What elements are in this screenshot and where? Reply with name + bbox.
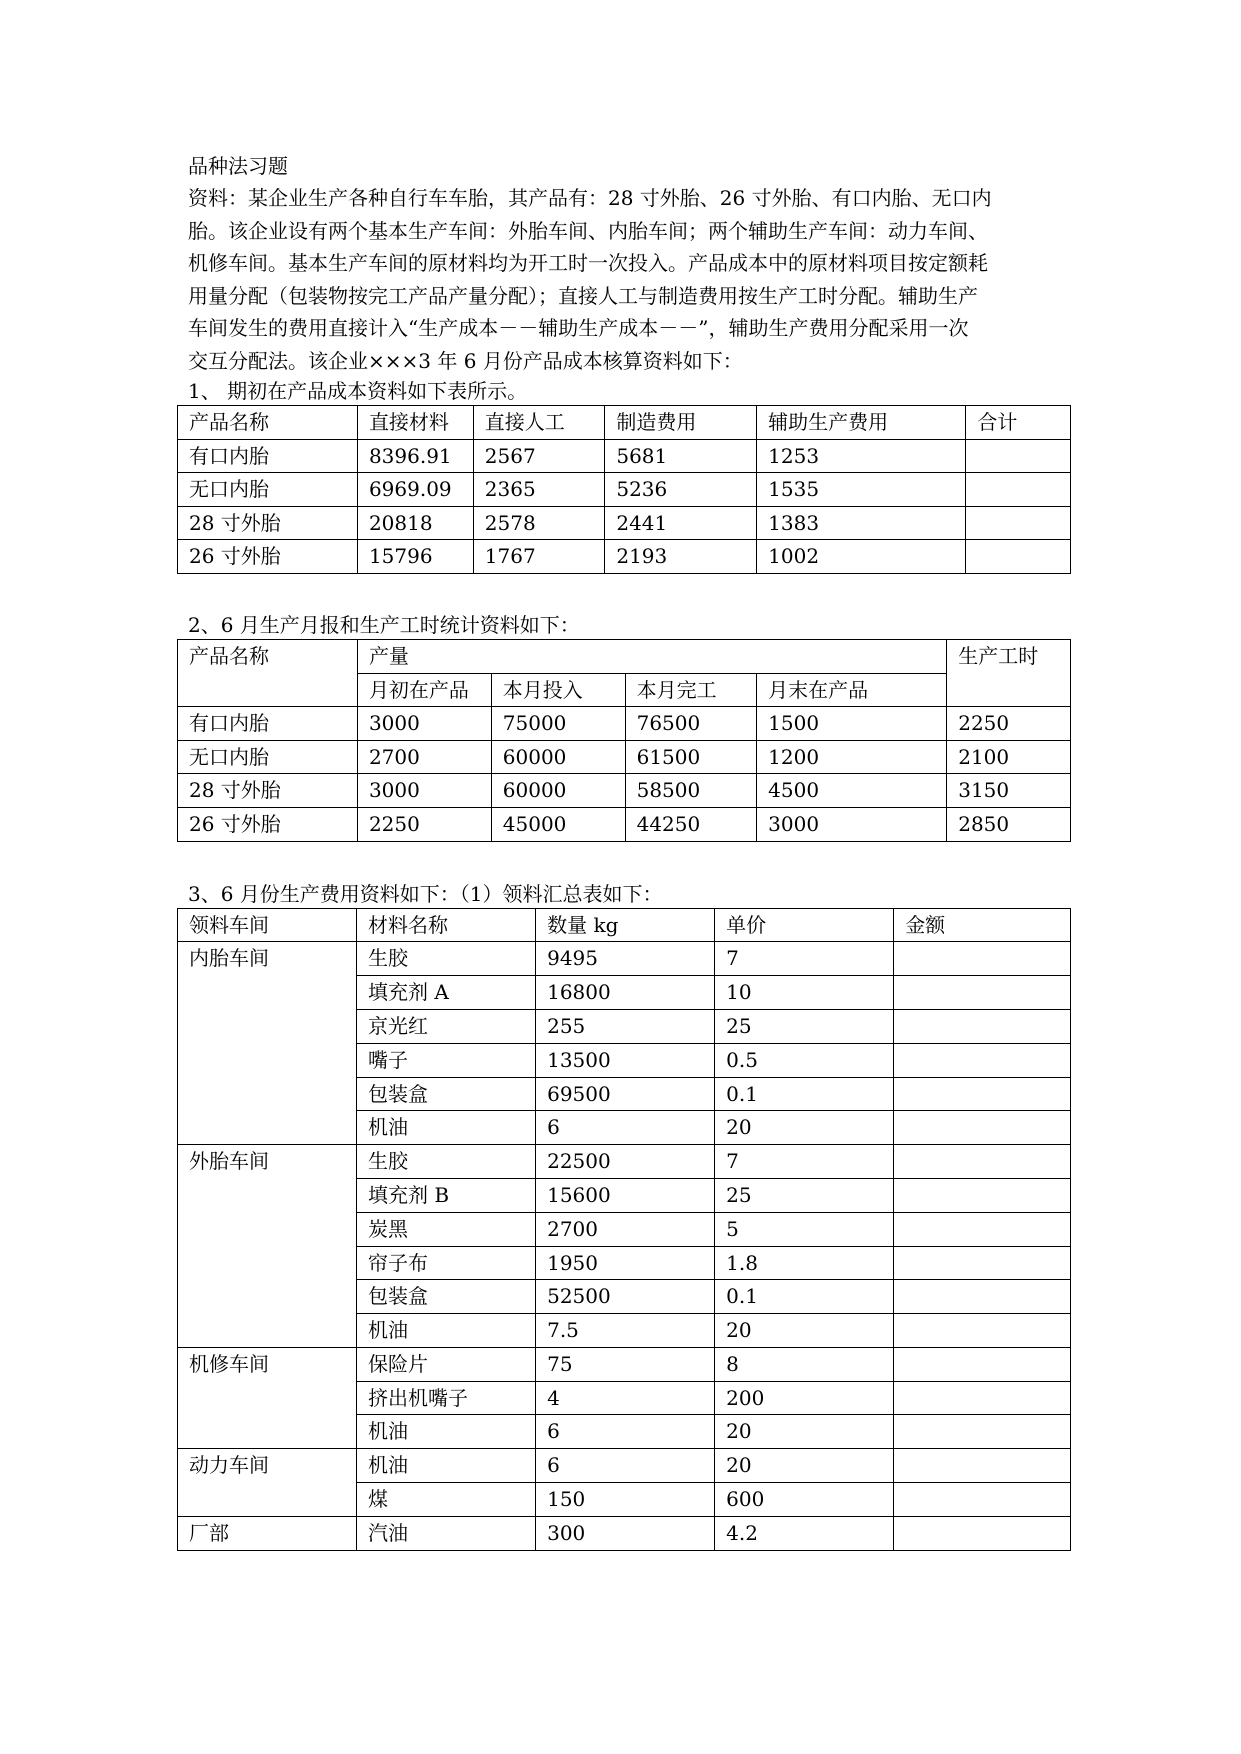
table-cell: 6 <box>536 1449 715 1483</box>
table-cell: 600 <box>715 1483 894 1517</box>
table-cell: 2193 <box>605 540 757 574</box>
material-requisition-table <box>177 908 1071 1551</box>
amount-cell <box>894 1077 1071 1111</box>
table-cell: 2250 <box>357 807 491 841</box>
table-cell: 1383 <box>757 506 966 540</box>
header-cell: 产品名称 <box>178 639 358 706</box>
table-cell: 200 <box>715 1381 894 1415</box>
table-cell: 填充剂 A <box>357 976 536 1010</box>
table-cell: 69500 <box>536 1077 715 1111</box>
header-cell: 产量 <box>357 639 946 673</box>
table-cell: 0.1 <box>715 1280 894 1314</box>
table-row <box>178 473 1071 507</box>
table-cell: 7 <box>715 942 894 976</box>
table-cell: 26 寸外胎 <box>178 540 358 574</box>
table-cell: 1200 <box>757 740 947 774</box>
table-cell: 有口内胎 <box>178 707 358 741</box>
amount-cell <box>894 1347 1071 1381</box>
table-cell: 包装盒 <box>357 1077 536 1111</box>
table-cell: 5236 <box>605 473 757 507</box>
table-row <box>178 942 1071 976</box>
table-row <box>178 740 1071 774</box>
document-title: 品种法习题 <box>188 154 288 178</box>
table-cell: 28 寸外胎 <box>178 774 358 808</box>
table-cell: 61500 <box>625 740 757 774</box>
table-cell: 0.5 <box>715 1043 894 1077</box>
amount-cell <box>894 1043 1071 1077</box>
table-cell: 75000 <box>491 707 625 741</box>
table-cell: 无口内胎 <box>178 473 358 507</box>
intro-paragraph <box>188 182 1070 377</box>
table-cell: 60000 <box>491 774 625 808</box>
table-cell: 20818 <box>357 506 473 540</box>
workshop-cell: 内胎车间 <box>178 942 357 1145</box>
header-cell: 产品名称 <box>178 406 358 440</box>
table-cell: 8 <box>715 1347 894 1381</box>
table-cell: 1002 <box>757 540 966 574</box>
section2-caption: 2、6 月生产月报和生产工时统计资料如下： <box>188 612 580 637</box>
table-cell: 1950 <box>536 1246 715 1280</box>
table-row <box>178 1449 1071 1483</box>
table-cell: 煤 <box>357 1483 536 1517</box>
section3-caption: 3、6 月份生产费用资料如下：（1）领料汇总表如下： <box>188 881 663 906</box>
table-header-row <box>178 406 1071 440</box>
header-cell: 领料车间 <box>178 908 357 942</box>
table-cell: 2441 <box>605 506 757 540</box>
table-cell: 1253 <box>757 439 966 473</box>
amount-cell <box>894 1449 1071 1483</box>
table-cell: 1767 <box>473 540 605 574</box>
table-row <box>178 1145 1071 1179</box>
table-cell: 16800 <box>536 976 715 1010</box>
table-cell: 300 <box>536 1516 715 1550</box>
amount-cell <box>894 976 1071 1010</box>
amount-cell <box>894 1246 1071 1280</box>
table-cell: 58500 <box>625 774 757 808</box>
table-cell: 5681 <box>605 439 757 473</box>
header-cell: 本月完工 <box>625 673 757 707</box>
table-cell <box>966 439 1071 473</box>
table-row <box>178 1347 1071 1381</box>
table-row <box>178 774 1071 808</box>
table-cell: 45000 <box>491 807 625 841</box>
table-cell: 2850 <box>947 807 1071 841</box>
header-cell: 本月投入 <box>491 673 625 707</box>
header-cell: 生产工时 <box>947 639 1071 706</box>
table-cell: 4500 <box>757 774 947 808</box>
header-cell: 月末在产品 <box>757 673 947 707</box>
opening-wip-cost-table <box>177 405 1071 574</box>
header-cell: 直接人工 <box>473 406 605 440</box>
table-cell: 生胶 <box>357 942 536 976</box>
table-row <box>178 540 1071 574</box>
header-cell: 金额 <box>894 908 1071 942</box>
table-cell: 帘子布 <box>357 1246 536 1280</box>
amount-cell <box>894 1381 1071 1415</box>
table-cell <box>966 473 1071 507</box>
section1-caption: 1、 期初在产品成本资料如下表所示。 <box>188 379 528 403</box>
table-cell: 包装盒 <box>357 1280 536 1314</box>
table-cell: 0.1 <box>715 1077 894 1111</box>
table-row <box>178 707 1071 741</box>
table-cell: 机油 <box>357 1415 536 1449</box>
table-cell: 15600 <box>536 1178 715 1212</box>
table-cell: 22500 <box>536 1145 715 1179</box>
table-cell: 7.5 <box>536 1314 715 1348</box>
table-cell <box>966 506 1071 540</box>
table-cell: 20 <box>715 1449 894 1483</box>
table-cell: 1500 <box>757 707 947 741</box>
table-cell: 4.2 <box>715 1516 894 1550</box>
table-cell: 2250 <box>947 707 1071 741</box>
header-cell: 辅助生产费用 <box>757 406 966 440</box>
amount-cell <box>894 1111 1071 1145</box>
table-cell: 1.8 <box>715 1246 894 1280</box>
table-cell: 有口内胎 <box>178 439 358 473</box>
header-cell: 单价 <box>715 908 894 942</box>
intro-line: 车间发生的费用直接计入“生产成本－－辅助生产成本－－”，辅助生产费用分配采用一次 <box>188 316 969 340</box>
table-cell: 7 <box>715 1145 894 1179</box>
table-cell: 3150 <box>947 774 1071 808</box>
table-cell: 25 <box>715 1009 894 1043</box>
workshop-cell: 动力车间 <box>178 1449 357 1517</box>
table-cell: 2700 <box>536 1212 715 1246</box>
table-cell: 2578 <box>473 506 605 540</box>
table-cell: 3000 <box>357 774 491 808</box>
table-cell: 汽油 <box>357 1516 536 1550</box>
table-cell: 150 <box>536 1483 715 1517</box>
amount-cell <box>894 1314 1071 1348</box>
table-cell: 60000 <box>491 740 625 774</box>
table-cell: 5 <box>715 1212 894 1246</box>
header-cell: 材料名称 <box>357 908 536 942</box>
table-cell: 13500 <box>536 1043 715 1077</box>
table-cell: 4 <box>536 1381 715 1415</box>
workshop-cell: 外胎车间 <box>178 1145 357 1348</box>
table-cell: 15796 <box>357 540 473 574</box>
production-report-table <box>177 639 1071 842</box>
workshop-cell: 机修车间 <box>178 1347 357 1448</box>
amount-cell <box>894 1145 1071 1179</box>
amount-cell <box>894 1280 1071 1314</box>
table-cell: 52500 <box>536 1280 715 1314</box>
table-cell: 挤出机嘴子 <box>357 1381 536 1415</box>
intro-line: 机修车间。基本生产车间的原材料均为开工时一次投入。产品成本中的原材料项目按定额耗 <box>188 251 988 275</box>
table-cell: 机油 <box>357 1314 536 1348</box>
table-cell: 2567 <box>473 439 605 473</box>
table-row <box>178 807 1071 841</box>
table-cell: 9495 <box>536 942 715 976</box>
table-cell: 20 <box>715 1314 894 1348</box>
table-cell: 京光红 <box>357 1009 536 1043</box>
table-cell: 20 <box>715 1415 894 1449</box>
table-cell: 保险片 <box>357 1347 536 1381</box>
table-cell: 1535 <box>757 473 966 507</box>
table-cell: 嘴子 <box>357 1043 536 1077</box>
amount-cell <box>894 1009 1071 1043</box>
header-cell: 制造费用 <box>605 406 757 440</box>
table-cell: 6 <box>536 1415 715 1449</box>
table-cell: 炭黑 <box>357 1212 536 1246</box>
header-cell: 月初在产品 <box>357 673 491 707</box>
table-cell <box>966 540 1071 574</box>
table-row <box>178 439 1071 473</box>
table-cell: 无口内胎 <box>178 740 358 774</box>
table-row <box>178 1516 1071 1550</box>
table-cell: 填充剂 B <box>357 1178 536 1212</box>
table-cell: 26 寸外胎 <box>178 807 358 841</box>
table-cell: 2100 <box>947 740 1071 774</box>
table-cell: 28 寸外胎 <box>178 506 358 540</box>
table-cell: 8396.91 <box>357 439 473 473</box>
table-cell: 6969.09 <box>357 473 473 507</box>
intro-line: 资料：某企业生产各种自行车车胎，其产品有：28 寸外胎、26 寸外胎、有口内胎、无口内 <box>188 186 992 210</box>
header-cell: 直接材料 <box>357 406 473 440</box>
table-cell: 20 <box>715 1111 894 1145</box>
table-header-row <box>178 639 1071 673</box>
table-cell: 6 <box>536 1111 715 1145</box>
amount-cell <box>894 1178 1071 1212</box>
table-cell: 2700 <box>357 740 491 774</box>
amount-cell <box>894 1212 1071 1246</box>
table-cell: 生胶 <box>357 1145 536 1179</box>
table-cell: 75 <box>536 1347 715 1381</box>
workshop-cell: 厂部 <box>178 1516 357 1550</box>
amount-cell <box>894 1415 1071 1449</box>
intro-line: 胎。该企业设有两个基本生产车间：外胎车间、内胎车间；两个辅助生产车间：动力车间、 <box>188 218 988 243</box>
amount-cell <box>894 1516 1071 1550</box>
table-cell: 3000 <box>357 707 491 741</box>
table-header-row <box>178 908 1071 942</box>
table-cell: 2365 <box>473 473 605 507</box>
table-row <box>178 506 1071 540</box>
amount-cell <box>894 942 1071 976</box>
table-cell: 255 <box>536 1009 715 1043</box>
intro-line: 交互分配法。该企业×××3 年 6 月份产品成本核算资料如下： <box>188 348 743 373</box>
table-cell: 25 <box>715 1178 894 1212</box>
table-cell: 机油 <box>357 1449 536 1483</box>
document-page <box>188 150 1070 1551</box>
table-cell: 3000 <box>757 807 947 841</box>
table-cell: 10 <box>715 976 894 1010</box>
header-cell: 数量 kg <box>536 908 715 942</box>
table-cell: 44250 <box>625 807 757 841</box>
table-cell: 76500 <box>625 707 757 741</box>
table-cell: 机油 <box>357 1111 536 1145</box>
intro-line: 用量分配（包装物按完工产品产量分配）；直接人工与制造费用按生产工时分配。辅助生产 <box>188 283 978 308</box>
amount-cell <box>894 1483 1071 1517</box>
header-cell: 合计 <box>966 406 1071 440</box>
